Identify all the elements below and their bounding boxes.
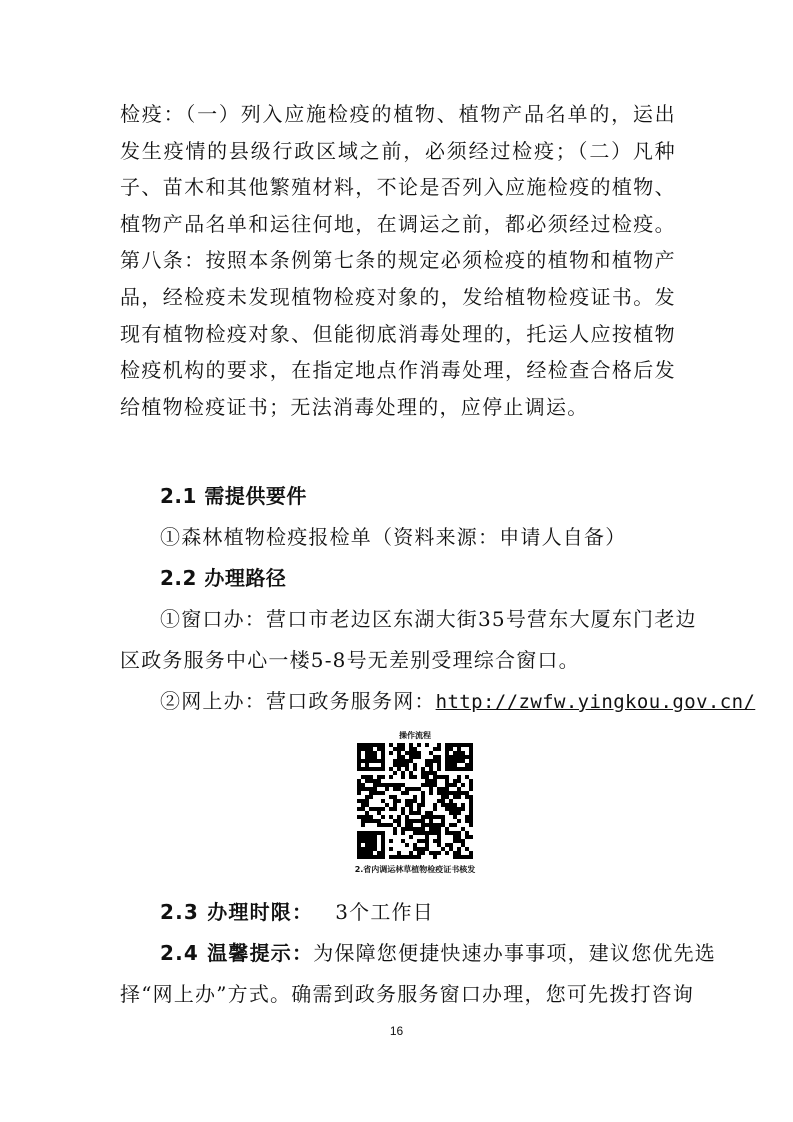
time-line — [160, 897, 434, 927]
online-service-link[interactable]: http://zwfw.yingkou.gov.cn/ — [435, 691, 756, 713]
path-heading: 2.2 办理路径 — [160, 566, 287, 590]
body-paragraph: 检疫：（一）列入应施检疫的植物、植物产品名单的，运出发生疫情的县级行政区域之前，必须经过检疫；（二）凡种子、苗木和其他繁殖材料，不论是否列入应施检疫的植物、植物产品名单和运往何地，在调运之前，都必须经过检疫。第八条：按照本条例第七条的规定必须检疫的植物和植物产品，经检疫未发现植物检疫对象的，发给植物检疫证书。发现有植物检疫对象、但能彻底消毒处理的，托运人应按植物检疫机构的要求，在指定地点作消毒处理，经检查合格后发给植物检疫证书；无法消毒处理的，应停止调运。 — [120, 102, 676, 419]
time-value: 3个工作日 — [335, 900, 434, 924]
materials-item-1: ①森林植物检疫报检单（资料来源：申请人自备） — [160, 525, 627, 549]
path-window-line-1: ①窗口办：营口市老边区东湖大街35号营东大厦东门老边 — [160, 607, 697, 631]
tips-line-1 — [160, 938, 716, 968]
path-online-line — [160, 686, 755, 717]
path-window-line-2: 区政务服务中心一楼5-8号无差别受理综合窗口。 — [120, 648, 580, 672]
tips-text-1: 为保障您便捷快速办事事项，建议您优先选 — [313, 941, 717, 965]
page-number: 16 — [389, 1024, 404, 1038]
time-heading: 2.3 办理时限： — [160, 900, 314, 924]
qr-code-icon[interactable] — [357, 743, 473, 859]
qr-caption: 2.省内调运林草植物检疫证书核发 — [354, 865, 476, 874]
tips-line-2: 择“网上办”方式。确需到政务服务窗口办理，您可先拨打咨询 — [120, 982, 695, 1006]
tips-heading: 2.4 温馨提示： — [160, 941, 314, 965]
path-online-prefix: ②网上办：营口政务服务网： — [160, 689, 436, 713]
qr-title: 操作流程 — [399, 731, 431, 740]
materials-heading: 2.1 需提供要件 — [160, 484, 307, 508]
